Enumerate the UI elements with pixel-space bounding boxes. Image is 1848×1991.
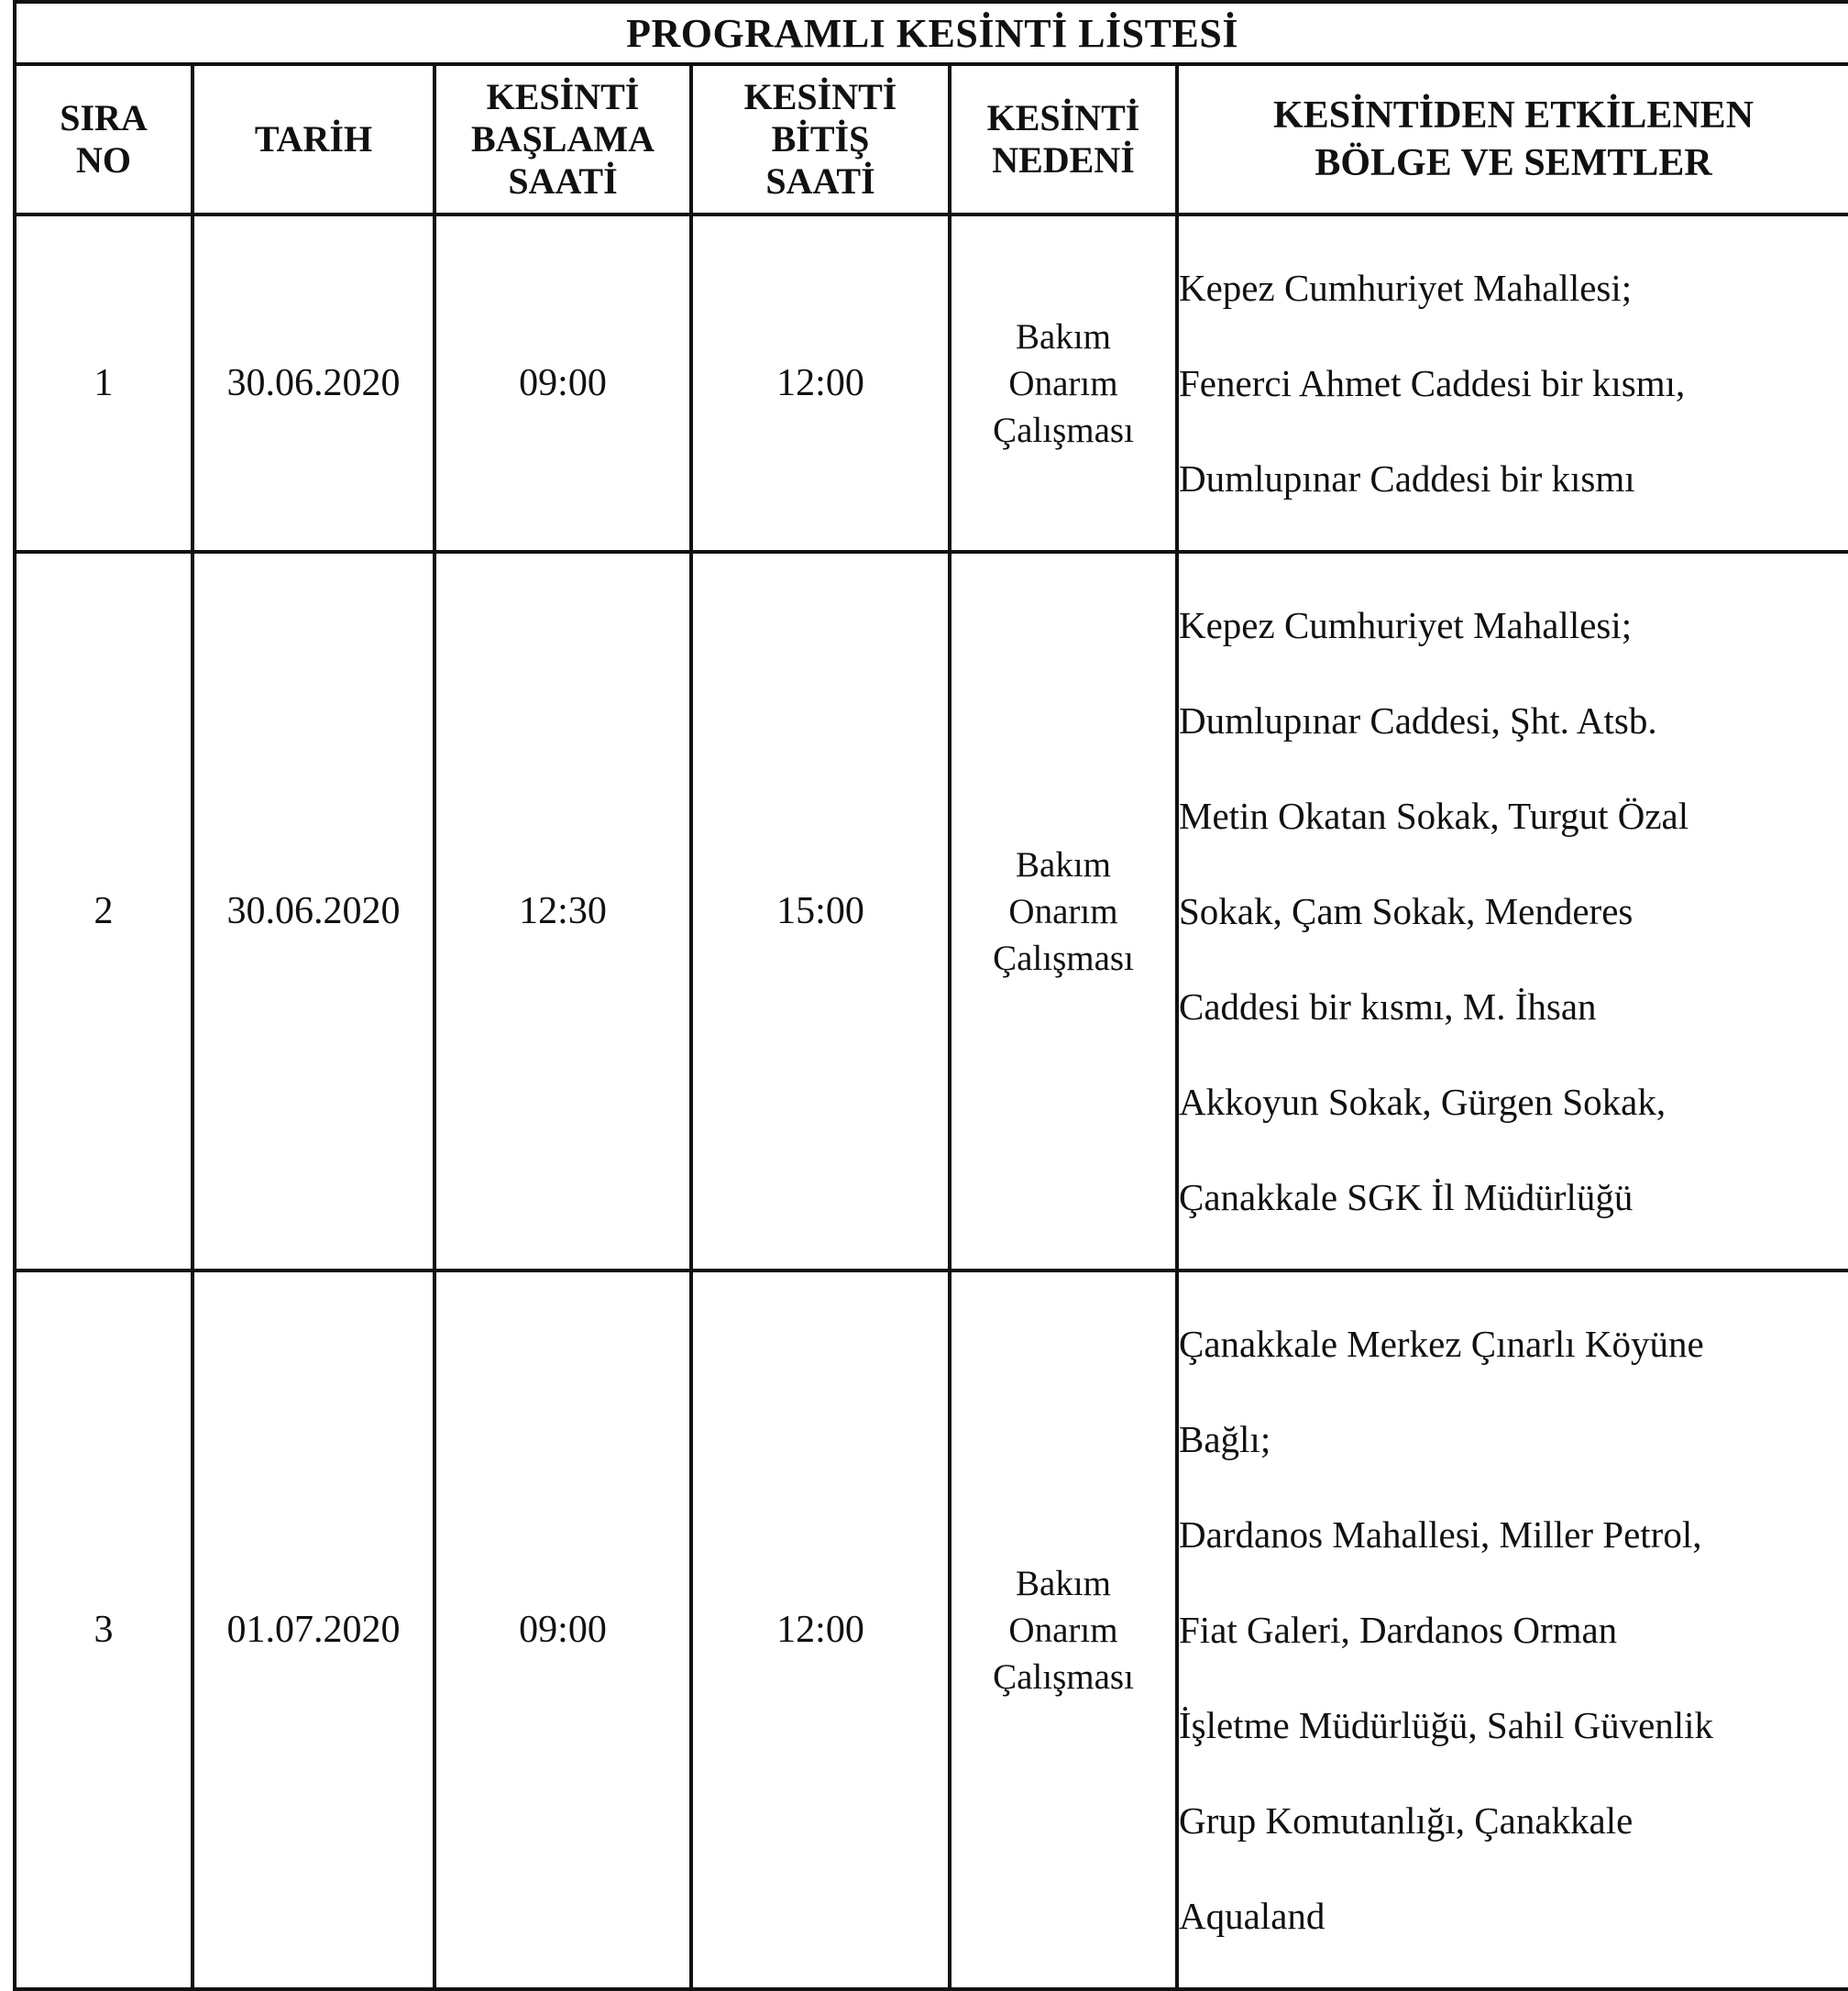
header-baslama-line: KESİNTİ bbox=[486, 76, 640, 117]
header-sira-no-line: SIRA bbox=[60, 97, 148, 138]
table-title: PROGRAMLI KESİNTİ LİSTESİ bbox=[15, 2, 1848, 64]
area-line: Caddesi bir kısmı, M. İhsan bbox=[1179, 985, 1597, 1028]
area-line: Kepez Cumhuriyet Mahallesi; bbox=[1179, 604, 1633, 646]
title-row bbox=[15, 2, 1848, 64]
area-line: Aqualand bbox=[1179, 1895, 1326, 1937]
cell-neden bbox=[950, 1270, 1177, 1989]
cell-baslama: 09:00 bbox=[434, 214, 691, 552]
header-baslama-saati bbox=[434, 64, 691, 214]
reason-line: Bakım bbox=[1016, 844, 1111, 885]
header-bitis-line: SAATİ bbox=[765, 160, 875, 202]
table-row bbox=[15, 552, 1848, 1270]
area-line: Çanakkale Merkez Çınarlı Köyüne bbox=[1179, 1323, 1704, 1365]
header-kesinti-nedeni bbox=[950, 64, 1177, 214]
cell-neden bbox=[950, 214, 1177, 552]
reason-line: Bakım bbox=[1016, 316, 1111, 357]
area-line: Sokak, Çam Sokak, Menderes bbox=[1179, 890, 1634, 932]
cell-sira: 2 bbox=[15, 552, 192, 1270]
reason-line: Bakım bbox=[1016, 1563, 1111, 1603]
area-line: Kepez Cumhuriyet Mahallesi; bbox=[1179, 267, 1633, 309]
header-neden-line: NEDENİ bbox=[992, 139, 1135, 181]
area-line: Bağlı; bbox=[1179, 1418, 1271, 1460]
header-bolge-line: KESİNTİDEN ETKİLENEN bbox=[1273, 94, 1754, 137]
cell-bolge bbox=[1177, 552, 1848, 1270]
cell-sira: 1 bbox=[15, 214, 192, 552]
cell-tarih: 30.06.2020 bbox=[192, 552, 434, 1270]
reason-line: Onarım bbox=[1008, 891, 1118, 931]
area-line: Çanakkale SGK İl Müdürlüğü bbox=[1179, 1176, 1634, 1218]
cell-bitis: 12:00 bbox=[691, 1270, 950, 1989]
cell-baslama: 12:30 bbox=[434, 552, 691, 1270]
reason-line: Çalışması bbox=[993, 1656, 1134, 1697]
reason-line: Onarım bbox=[1008, 1610, 1118, 1650]
header-bolge-line: BÖLGE VE SEMTLER bbox=[1314, 142, 1712, 184]
table-row bbox=[15, 1270, 1848, 1989]
cell-tarih: 30.06.2020 bbox=[192, 214, 434, 552]
area-line: Fiat Galeri, Dardanos Orman bbox=[1179, 1609, 1618, 1651]
header-tarih bbox=[192, 64, 434, 214]
header-neden-line: KESİNTİ bbox=[986, 97, 1140, 138]
header-baslama-line: SAATİ bbox=[508, 160, 618, 202]
reason-line: Onarım bbox=[1008, 363, 1118, 403]
cell-baslama: 09:00 bbox=[434, 1270, 691, 1989]
outage-table bbox=[13, 0, 1848, 1991]
header-bitis-line: BİTİŞ bbox=[771, 118, 870, 160]
reason-line: Çalışması bbox=[993, 410, 1134, 450]
header-sira-no bbox=[15, 64, 192, 214]
cell-bolge bbox=[1177, 1270, 1848, 1989]
header-bitis-saati bbox=[691, 64, 950, 214]
cell-sira: 3 bbox=[15, 1270, 192, 1989]
header-row bbox=[15, 64, 1848, 214]
cell-bolge bbox=[1177, 214, 1848, 552]
cell-bitis: 12:00 bbox=[691, 214, 950, 552]
area-line: Grup Komutanlığı, Çanakkale bbox=[1179, 1799, 1634, 1842]
header-bitis-line: KESİNTİ bbox=[743, 76, 897, 117]
header-tarih-line: TARİH bbox=[254, 118, 373, 160]
area-line: Dardanos Mahallesi, Miller Petrol, bbox=[1179, 1513, 1702, 1556]
header-baslama-line: BAŞLAMA bbox=[470, 118, 655, 160]
cell-tarih: 01.07.2020 bbox=[192, 1270, 434, 1989]
cell-neden bbox=[950, 552, 1177, 1270]
area-line: Dumlupınar Caddesi bir kısmı bbox=[1179, 457, 1635, 500]
header-etkilenen-bolgeler bbox=[1177, 64, 1848, 214]
reason-line: Çalışması bbox=[993, 938, 1134, 978]
area-line: İşletme Müdürlüğü, Sahil Güvenlik bbox=[1179, 1704, 1714, 1746]
area-line: Fenerci Ahmet Caddesi bir kısmı, bbox=[1179, 362, 1686, 404]
area-line: Dumlupınar Caddesi, Şht. Atsb. bbox=[1179, 699, 1657, 742]
area-line: Akkoyun Sokak, Gürgen Sokak, bbox=[1179, 1081, 1666, 1123]
table-row bbox=[15, 214, 1848, 552]
cell-bitis: 15:00 bbox=[691, 552, 950, 1270]
area-line: Metin Okatan Sokak, Turgut Özal bbox=[1179, 795, 1689, 837]
document-sheet bbox=[13, 0, 1848, 1937]
header-sira-no-line: NO bbox=[76, 139, 131, 181]
